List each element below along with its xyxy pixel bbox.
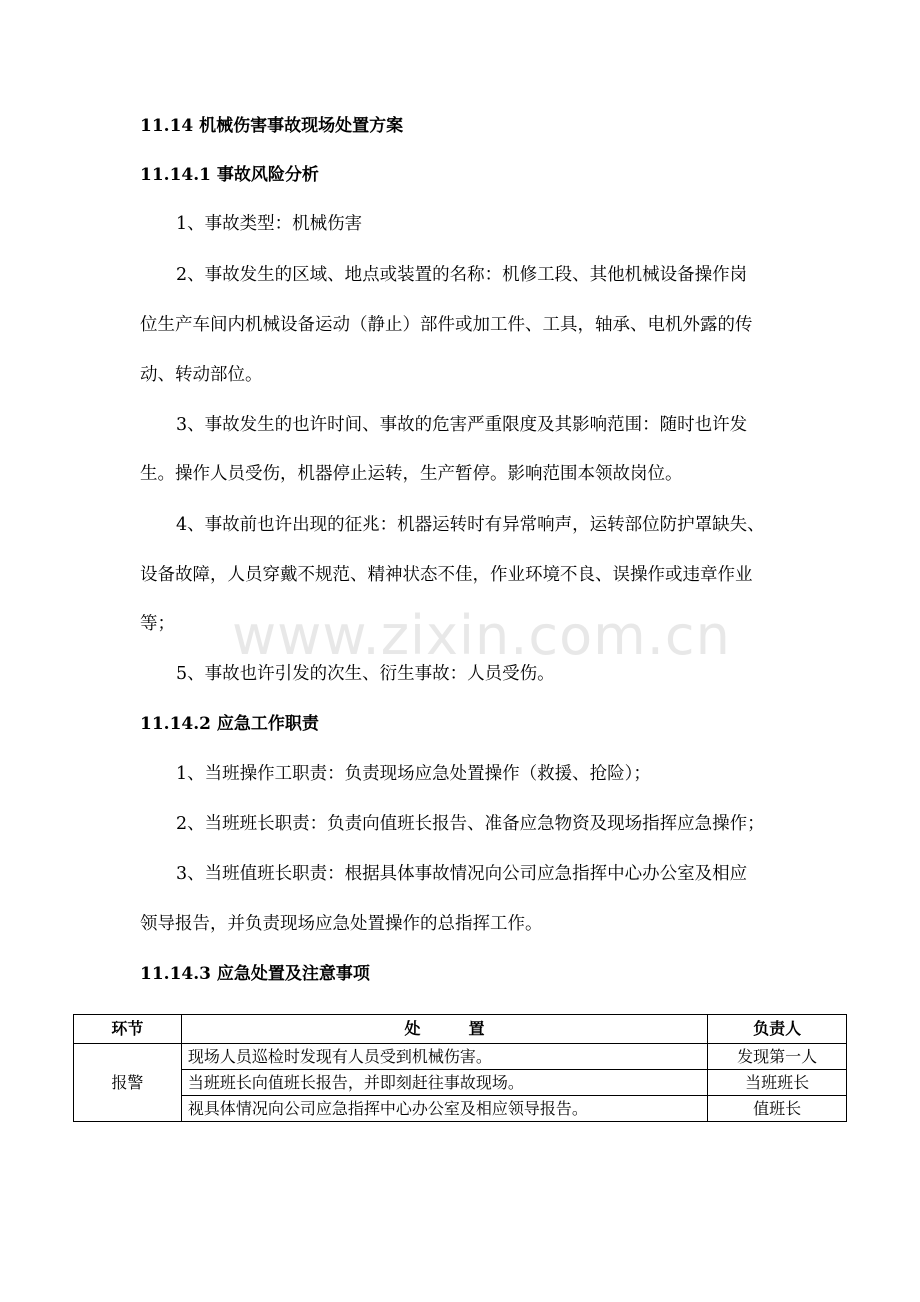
action-cell: 当班班长向值班长报告，并即刻赶往事故现场。 (181, 1070, 707, 1096)
paragraph-line: 3、当班值班长职责：根据具体事故情况向公司应急指挥中心办公室及相应 (176, 864, 748, 884)
watermark: www.zixin.com.cn (232, 604, 731, 667)
header-stage: 环节 (74, 1015, 182, 1044)
paragraph-line: 1、事故类型：机械伤害 (176, 214, 363, 234)
action-cell: 视具体情况向公司应急指挥中心办公室及相应领导报告。 (181, 1096, 707, 1122)
subsection-title-duties: 11.14.2 应急工作职责 (140, 714, 319, 734)
table-row (74, 1096, 847, 1122)
paragraph-line: 等； (140, 614, 175, 634)
header-action: 处 置 (181, 1015, 707, 1044)
paragraph-line: 领导报告，并负责现场应急处置操作的总指挥工作。 (140, 914, 543, 934)
paragraph-line: 2、当班班长职责：负责向值班长报告、准备应急物资及现场指挥应急操作； (176, 814, 765, 834)
section-title: 11.14 机械伤害事故现场处置方案 (140, 116, 404, 136)
subsection-title-risk: 11.14.1 事故风险分析 (140, 165, 319, 185)
paragraph-line: 位生产车间内机械设备运动（静止）部件或加工件、工具，轴承、电机外露的传 (140, 315, 753, 335)
paragraph-line: 设备故障，人员穿戴不规范、精神状态不佳，作业环境不良、误操作或违章作业 (140, 565, 753, 585)
table-header-row (74, 1015, 847, 1044)
action-cell: 现场人员巡检时发现有人员受到机械伤害。 (181, 1044, 707, 1070)
paragraph-line: 1、当班操作工职责：负责现场应急处置操作（救援、抢险）； (176, 764, 651, 784)
paragraph-line: 2、事故发生的区域、地点或装置的名称：机修工段、其他机械设备操作岗 (176, 265, 748, 285)
paragraph-line: 5、事故也许引发的次生、衍生事故：人员受伤。 (176, 664, 555, 684)
paragraph-line: 3、事故发生的也许时间、事故的危害严重限度及其影响范围：随时也许发 (176, 415, 748, 435)
paragraph-line: 生。操作人员受伤，机器停止运转，生产暂停。影响范围本领故岗位。 (140, 464, 683, 484)
owner-cell: 发现第一人 (708, 1044, 847, 1070)
subsection-title-procedures: 11.14.3 应急处置及注意事项 (140, 964, 370, 984)
paragraph-line: 动、转动部位。 (140, 365, 263, 385)
table-row (74, 1044, 847, 1070)
header-owner: 负责人 (708, 1015, 847, 1044)
table-row (74, 1070, 847, 1096)
stage-cell: 报警 (74, 1044, 182, 1122)
owner-cell: 值班长 (708, 1096, 847, 1122)
paragraph-line: 4、事故前也许出现的征兆：机器运转时有异常响声，运转部位防护罩缺失、 (176, 515, 765, 535)
procedure-table (73, 1014, 847, 1122)
owner-cell: 当班班长 (708, 1070, 847, 1096)
